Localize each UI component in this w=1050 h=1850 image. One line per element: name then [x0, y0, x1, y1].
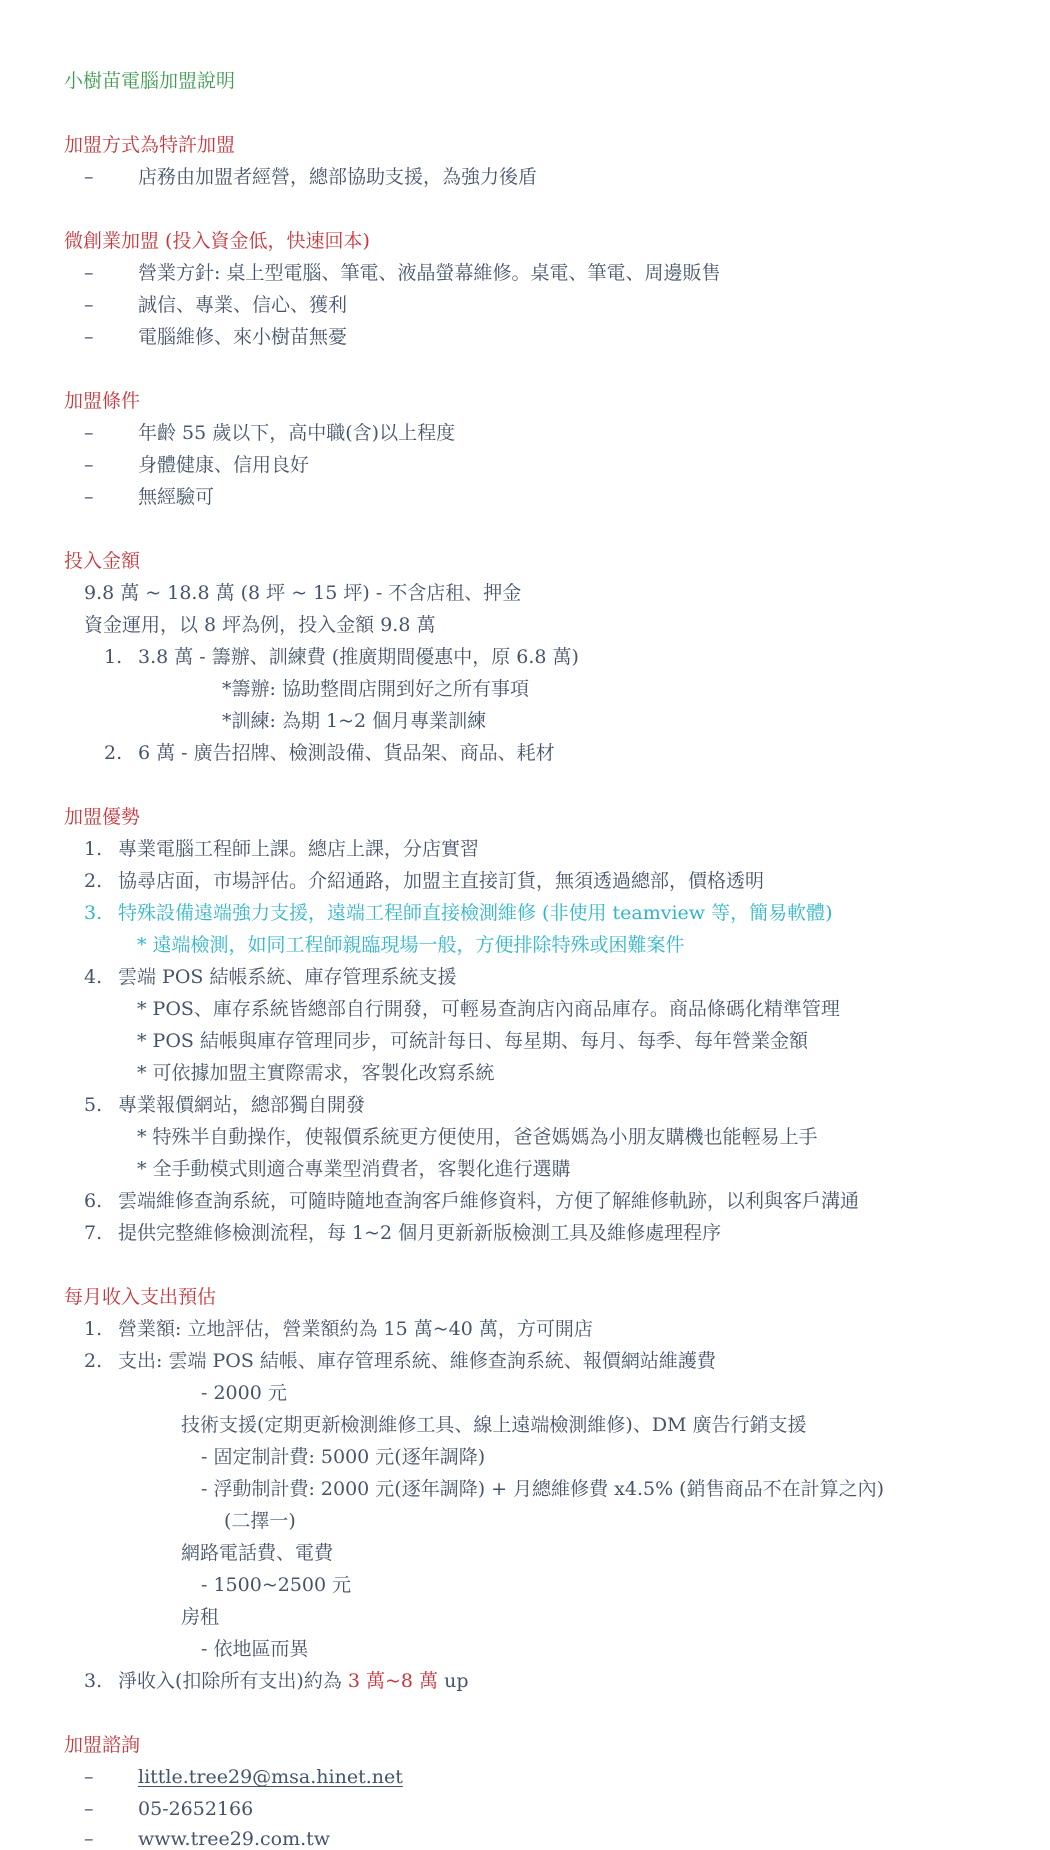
investment-range: 9.8 萬 ~ 18.8 萬 (8 坪 ~ 15 坪) - 不含店租、押金: [84, 582, 522, 604]
investment-item: 1. 3.8 萬 - 籌辦、訓練費 (推廣期間優惠中，原 6.8 萬): [104, 646, 579, 668]
contact-email-row: – little.tree29@msa.hinet.net: [84, 1766, 403, 1788]
advantage-sub-note: * POS 結帳與庫存管理同步，可統計每日、每星期、每月、每季、每年營業金額: [137, 1030, 808, 1052]
contact-heading: 加盟諮詢: [64, 1734, 141, 1756]
investment-item: 2. 6 萬 - 廣告招牌、檢測設備、貨品架、商品、耗材: [104, 742, 555, 764]
expense-category: 技術支援(定期更新檢測維修工具、線上遠端檢測維修)、DM 廣告行銷支援: [181, 1414, 807, 1436]
micro-item: – 營業方針: 桌上型電腦、筆電、液晶螢幕維修。桌電、筆電、周邊販售: [84, 262, 721, 284]
method-heading: 加盟方式為特許加盟: [64, 134, 236, 156]
expense-note: (二擇一): [224, 1510, 296, 1532]
monthly-heading: 每月收入支出預估: [64, 1286, 217, 1308]
advantage-item: 5. 專業報價網站，總部獨自開發: [84, 1094, 366, 1116]
advantage-item: 2. 協尋店面，市場評估。介紹通路，加盟主直接訂貨，無須透過總部，價格透明: [84, 870, 765, 892]
advantage-sub-note: * 遠端檢測，如同工程師親臨現場一般，方便排除特殊或困難案件: [137, 934, 685, 956]
website-text: www.tree29.com.tw: [138, 1828, 331, 1850]
contact-website-row: – www.tree29.com.tw: [84, 1828, 331, 1850]
advantage-item: 4. 雲端 POS 結帳系統、庫存管理系統支援: [84, 966, 457, 988]
advantage-item: 1. 專業電腦工程師上課。總店上課，分店實習: [84, 838, 480, 860]
expense-detail: - 依地區而異: [201, 1638, 309, 1660]
conditions-heading: 加盟條件: [64, 390, 141, 412]
expense-detail: - 1500~2500 元: [201, 1574, 352, 1596]
contact-phone-row: – 05-2652166: [84, 1798, 254, 1820]
advantage-sub-note: * 特殊半自動操作，使報價系統更方便使用，爸爸媽媽為小朋友購機也能輕易上手: [137, 1126, 818, 1148]
expense-category: 網路電話費、電費: [181, 1542, 334, 1564]
monthly-item: 3. 淨收入(扣除所有支出)約為 3 萬~8 萬 up: [84, 1670, 469, 1692]
page-title: 小樹苗電腦加盟說明: [64, 70, 236, 92]
condition-item: – 身體健康、信用良好: [84, 454, 310, 476]
micro-item: – 電腦維修、來小樹苗無憂: [84, 326, 348, 348]
net-income-highlight: 3 萬~8 萬: [347, 1670, 439, 1692]
advantage-sub-note: * 全手動模式則適合專業型消費者，客製化進行選購: [137, 1158, 571, 1180]
micro-item: – 誠信、專業、信心、獲利: [84, 294, 348, 316]
advantage-sub-note: * POS、庫存系統皆總部自行開發，可輕易查詢店內商品庫存。商品條碼化精準管理: [137, 998, 840, 1020]
investment-usage: 資金運用，以 8 坪為例，投入金額 9.8 萬: [84, 614, 436, 636]
advantage-sub-note: * 可依據加盟主實際需求，客製化改寫系統: [137, 1062, 495, 1084]
investment-heading: 投入金額: [64, 550, 141, 572]
micro-heading: 微創業加盟 (投入資金低，快速回本): [64, 230, 370, 252]
investment-sub-note: *訓練: 為期 1~2 個月專業訓練: [222, 710, 487, 732]
condition-item: – 年齡 55 歲以下，高中職(含)以上程度: [84, 422, 456, 444]
advantages-heading: 加盟優勢: [64, 806, 141, 828]
expense-category: 房租: [181, 1606, 220, 1628]
method-item: – 店務由加盟者經營，總部協助支援，為強力後盾: [84, 166, 538, 188]
expense-detail: - 固定制計費: 5000 元(逐年調降): [201, 1446, 486, 1468]
email-link[interactable]: little.tree29@msa.hinet.net: [138, 1766, 403, 1788]
condition-item: – 無經驗可: [84, 486, 215, 508]
monthly-item: 2. 支出: 雲端 POS 結帳、庫存管理系統、維修查詢系統、報價網站維護費: [84, 1350, 716, 1372]
monthly-item: 1. 營業額: 立地評估，營業額約為 15 萬~40 萬，方可開店: [84, 1318, 593, 1340]
investment-sub-note: *籌辦: 協助整間店開到好之所有事項: [222, 678, 529, 700]
advantage-item: 6. 雲端維修查詢系統，可隨時隨地查詢客戶維修資料，方便了解維修軌跡，以利與客戶溝通: [84, 1190, 860, 1212]
phone-number: 05-2652166: [138, 1798, 254, 1820]
advantage-item: 7. 提供完整維修檢測流程，每 1~2 個月更新新版檢測工具及維修處理程序: [84, 1222, 722, 1244]
expense-detail: - 浮動制計費: 2000 元(逐年調降) + 月總維修費 x4.5% (銷售商品不在計算之內): [201, 1478, 885, 1500]
expense-detail: - 2000 元: [201, 1382, 287, 1404]
advantage-item-highlight: 3. 特殊設備遠端強力支援，遠端工程師直接檢測維修 (非使用 teamview 等，簡易軟體): [84, 902, 833, 924]
